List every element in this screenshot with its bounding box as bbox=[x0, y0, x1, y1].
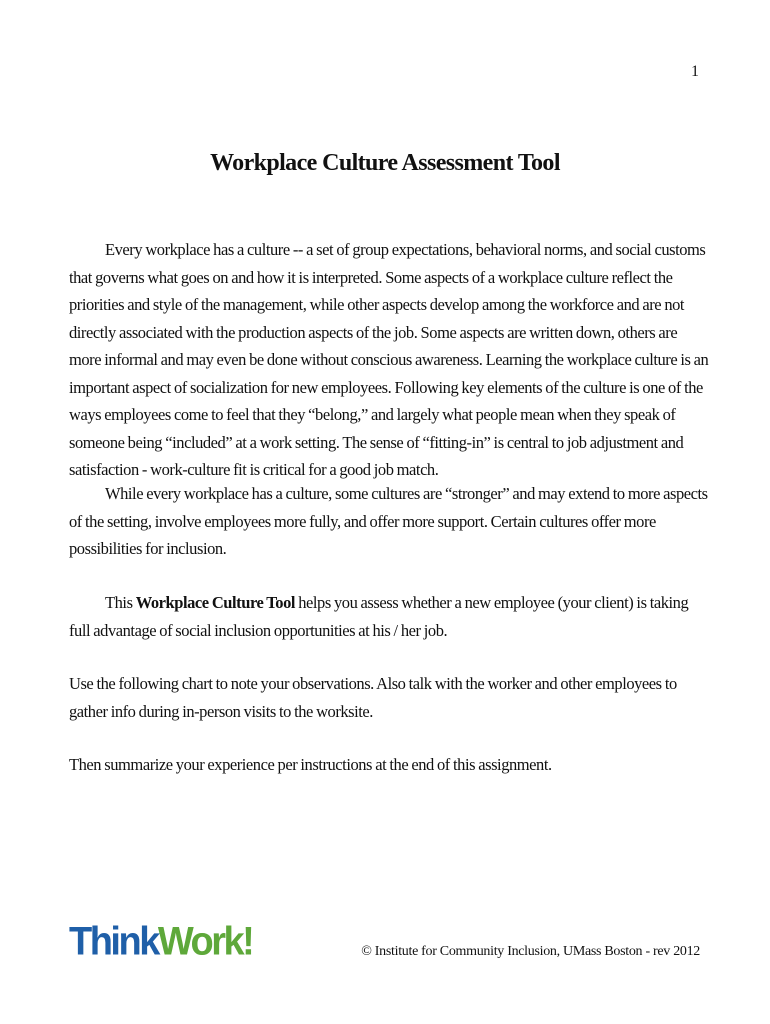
paragraph-text: Use the following chart to note your observations. Also talk with the worker and other employees to gather info during in-person visits to the worksite. bbox=[69, 674, 677, 721]
culture-strength-paragraph bbox=[69, 480, 709, 563]
intro-paragraph bbox=[69, 236, 709, 484]
tool-name-bold: Workplace Culture Tool bbox=[135, 593, 296, 612]
document-title: Workplace Culture Assessment Tool bbox=[210, 150, 560, 176]
tool-purpose-paragraph bbox=[69, 589, 709, 644]
paragraph-text: While every workplace has a culture, some cultures are “stronger” and may extend to more aspects of the setting, involve employees more fully, and offer more support. Certain cultures offer more possibilities for inclusion. bbox=[69, 484, 708, 558]
paragraph-text bbox=[69, 589, 709, 644]
summary-paragraph bbox=[69, 751, 709, 779]
paragraph-text: Every workplace has a culture -- a set of group expectations, behavioral norms, and social customs that governs what goes on and how it is interpreted. Some aspects of a workplace culture reflect the priorities and style of the management, while other aspects develop among the workforce and are not directly associated with the production aspects of the job. Some aspects are written down, others are more informal and may even be done without conscious awareness. Learning the workplace culture is an important aspect of socialization for new employees. Following key elements of the culture is one of the ways employees come to feel that they “belong,” and largely what people mean when they speak of someone being “included” at a work setting. The sense of “fitting-in” is central to job adjustment and satisfaction - work-culture fit is critical for a good job match. bbox=[69, 240, 709, 479]
page-number: 1 bbox=[691, 63, 699, 80]
copyright-footer: © Institute for Community Inclusion, UMass Boston - rev 2012 bbox=[361, 944, 700, 959]
thinkwork-logo bbox=[69, 919, 252, 965]
paragraph-text-after: helps you assess whether a new employee (your client) is taking full advantage of social inclusion opportunities at his / her job. bbox=[69, 593, 689, 640]
logo-work-text: Work! bbox=[157, 919, 253, 965]
paragraph-text-before: This bbox=[105, 593, 136, 612]
paragraph-text: Then summarize your experience per instructions at the end of this assignment. bbox=[69, 755, 552, 774]
logo-think-text: Think bbox=[69, 919, 158, 965]
instructions-paragraph bbox=[69, 670, 709, 725]
